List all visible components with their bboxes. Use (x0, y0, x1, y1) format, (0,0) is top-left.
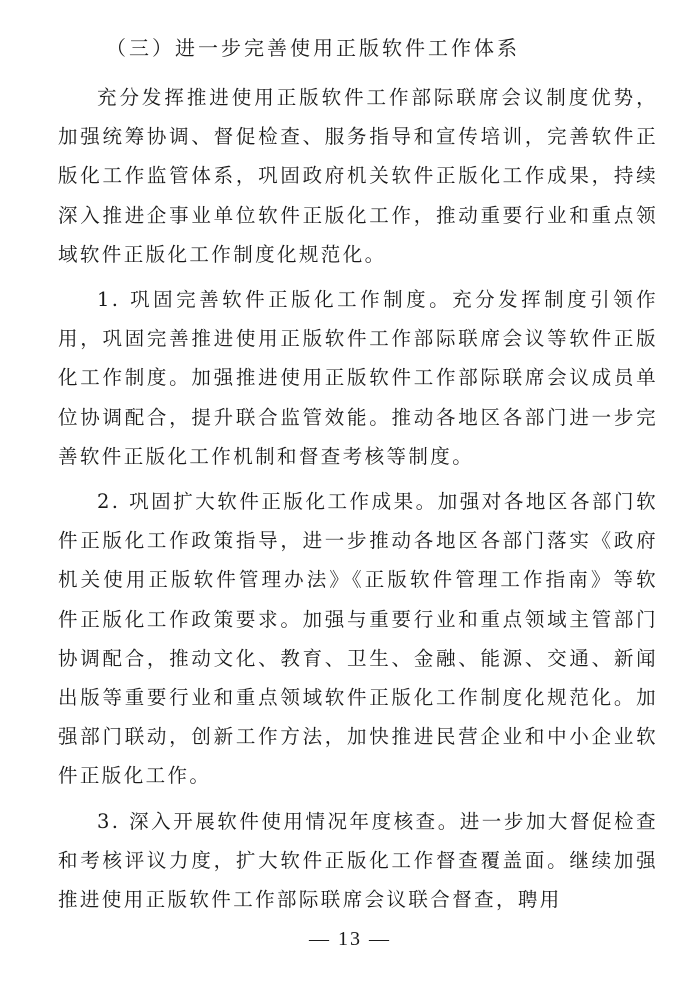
section-heading: （三）进一步完善使用正版软件工作体系 (106, 36, 520, 60)
paragraph-intro: 充分发挥推进使用正版软件工作部际联席会议制度优势，加强统筹协调、督促检查、服务指导和宣传培训，完善软件正版化工作监管体系，巩固政府机关软件正版化工作成果，持续深入推进企事业单位软件正版化工作，推动重要行业和重点领域软件正版化工作制度化规范化。 (58, 86, 658, 266)
page-body (58, 28, 658, 919)
paragraph-item-2: 2. 巩固扩大软件正版化工作成果。加强对各地区各部门软件正版化工作政策指导，进一步推动各地区各部门落实《政府机关使用正版软件管理办法》《正版软件管理工作指南》等软件正版化工作政策要求。加强与重要行业和重点领域主管部门协调配合，推动文化、教育、卫生、金融、能源、交通、新闻出版等重要行业和重点领域软件正版化工作制度化规范化。加强部门联动，创新工作方法，加快推进民营企业和中小企业软件正版化工作。 (58, 490, 658, 788)
paragraph-item-3: 3. 深入开展软件使用情况年度核查。进一步加大督促检查和考核评议力度，扩大软件正版化工作督查覆盖面。继续加强推进使用正版软件工作部际联席会议联合督查，聘用 (58, 809, 658, 912)
paragraph-item-1: 1. 巩固完善软件正版化工作制度。充分发挥制度引领作用，巩固完善推进使用正版软件工作部际联席会议等软件正版化工作制度。加强推进使用正版软件工作部际联席会议成员单位协调配合，提升联合监管效能。推动各地区各部门进一步完善软件正版化工作机制和督查考核等制度。 (58, 288, 658, 468)
page-number: — 13 — (309, 928, 391, 950)
